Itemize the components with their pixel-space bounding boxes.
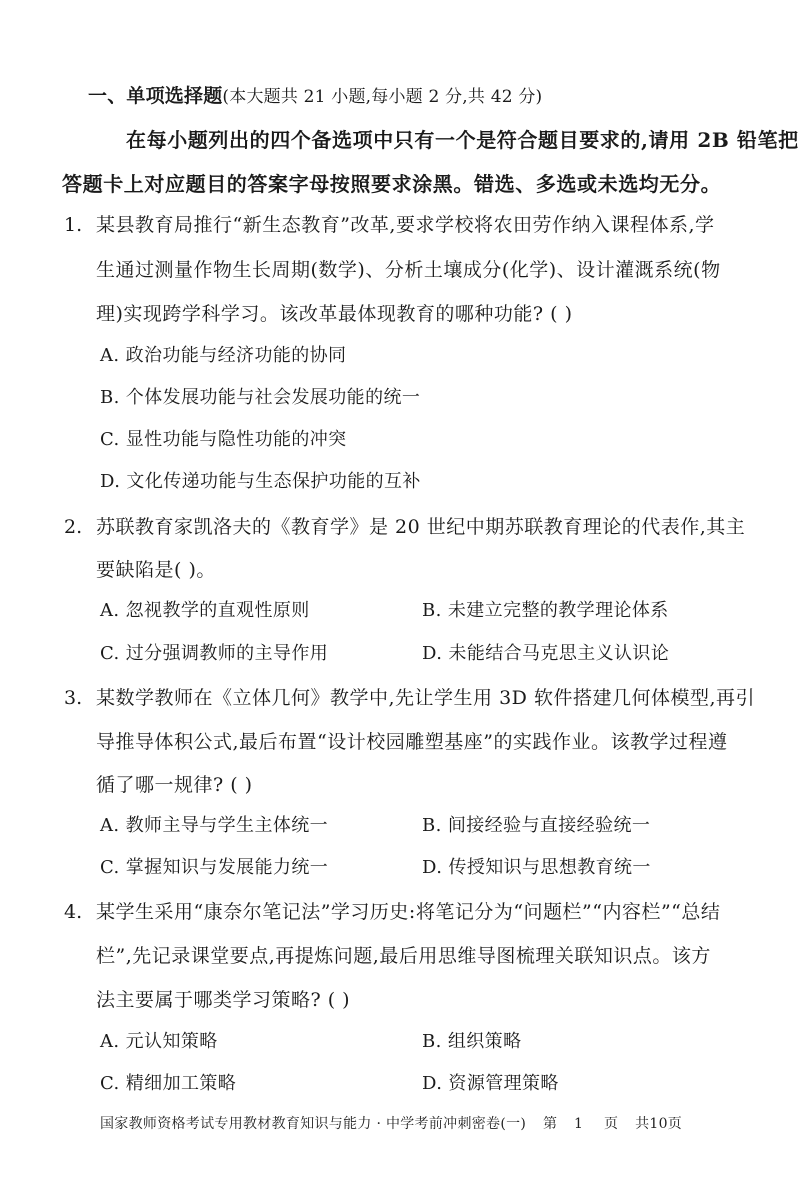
question-number: 2. xyxy=(64,516,83,538)
question-3-option-b: B. 间接经验与直接经验统一 xyxy=(422,815,651,836)
instruction-line-1: 在每小题列出的四个备选项中只有一个是符合题目要求的,请用 2B 铅笔把 xyxy=(126,128,799,152)
question-1-line-1: 某县教育局推行“新生态教育”改革,要求学校将农田劳作纳入课程体系,学 xyxy=(96,214,715,236)
section-note: (本大题共 21 小题,每小题 2 分,共 42 分) xyxy=(222,87,543,107)
question-4-line-1: 某学生采用“康奈尔笔记法”学习历史:将笔记分为“问题栏”“内容栏”“总结 xyxy=(96,901,721,923)
question-1-option-d: D. 文化传递功能与生态保护功能的互补 xyxy=(100,471,421,492)
question-3-line-3: 循了哪一规律? ( ) xyxy=(96,774,253,796)
question-2-option-b: B. 未建立完整的教学理论体系 xyxy=(422,600,669,621)
question-1-line-2: 生通过测量作物生长周期(数学)、分析土壤成分(化学)、设计灌溉系统(物 xyxy=(96,259,721,281)
section-heading xyxy=(88,84,542,109)
question-3-line-1: 某数学教师在《立体几何》教学中,先让学生用 3D 软件搭建几何体模型,再引 xyxy=(96,687,755,709)
question-4-line-3: 法主要属于哪类学习策略? ( ) xyxy=(96,989,351,1011)
footer-page-label: 第 xyxy=(542,1116,558,1132)
footer-title: 国家教师资格考试专用教材教育知识与能力 · 中学考前冲刺密卷(一) xyxy=(100,1116,527,1132)
instruction-line-2: 答题卡上对应题目的答案字母按照要求涂黑。错选、多选或未选均无分。 xyxy=(62,172,722,196)
question-1-line-3: 理)实现跨学科学习。该改革最体现教育的哪种功能? ( ) xyxy=(96,303,573,325)
question-2-line-1: 苏联教育家凯洛夫的《教育学》是 20 世纪中期苏联教育理论的代表作,其主 xyxy=(96,516,746,538)
page-footer xyxy=(100,1113,694,1133)
question-3-line-2: 导推导体积公式,最后布置“设计校园雕塑基座”的实践作业。该教学过程遵 xyxy=(96,731,728,753)
question-3-option-a: A. 教师主导与学生主体统一 xyxy=(100,815,329,836)
footer-page-number: 1 xyxy=(574,1116,584,1132)
question-1-option-a: A. 政治功能与经济功能的协同 xyxy=(100,345,347,366)
question-4-option-d: D. 资源管理策略 xyxy=(422,1073,559,1094)
question-4-option-c: C. 精细加工策略 xyxy=(100,1073,237,1094)
footer-total-pages: 共10页 xyxy=(635,1116,683,1132)
question-3-option-c: C. 掌握知识与发展能力统一 xyxy=(100,857,329,878)
question-1-option-b: B. 个体发展功能与社会发展功能的统一 xyxy=(100,387,421,408)
section-heading-text: 一、单项选择题 xyxy=(88,85,223,107)
question-number: 3. xyxy=(64,687,83,709)
question-4-option-a: A. 元认知策略 xyxy=(100,1031,218,1052)
footer-page-unit: 页 xyxy=(604,1116,619,1132)
question-3-option-d: D. 传授知识与思想教育统一 xyxy=(422,857,651,878)
question-2-option-d: D. 未能结合马克思主义认识论 xyxy=(422,643,670,664)
question-number: 1. xyxy=(64,214,83,236)
question-2-line-2: 要缺陷是( )。 xyxy=(96,559,216,581)
question-2-option-c: C. 过分强调教师的主导作用 xyxy=(100,643,329,664)
question-4-line-2: 栏”,先记录课堂要点,再提炼问题,最后用思维导图梳理关联知识点。该方 xyxy=(96,945,711,967)
question-number: 4. xyxy=(64,901,83,923)
question-4-option-b: B. 组织策略 xyxy=(422,1031,522,1052)
question-2-option-a: A. 忽视教学的直观性原则 xyxy=(100,600,310,621)
question-1-option-c: C. 显性功能与隐性功能的冲突 xyxy=(100,429,347,450)
